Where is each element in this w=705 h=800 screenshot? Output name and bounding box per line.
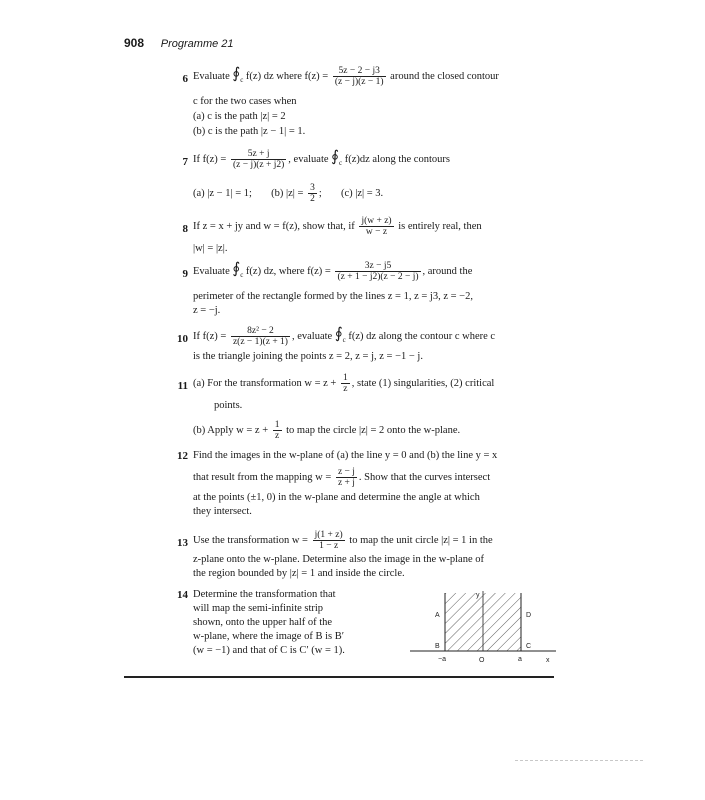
denominator: z	[343, 384, 348, 394]
label-y: y	[476, 592, 480, 599]
tick-origin: O	[479, 657, 485, 664]
numerator: 3z − j5	[335, 261, 420, 272]
problem-12-line1: Find the images in the w-plane of (a) the line y = 0 and (b) the line y = x	[193, 450, 498, 461]
numerator: 5z + j	[231, 149, 286, 160]
problem-11-number: 11	[177, 380, 188, 392]
text: , around the	[422, 265, 473, 277]
problem-9-line2: perimeter of the rectangle formed by the lines z = 1, z = j3, z = −2,	[193, 291, 473, 302]
problem-8-number: 8	[182, 223, 188, 235]
option-c: (c) |z| = 3.	[340, 187, 384, 199]
contour-integral-icon: $∮_c$	[232, 260, 244, 279]
numerator: 8z² − 2	[231, 326, 290, 337]
option-b: (b) |z| =	[271, 187, 304, 199]
text: to map the circle |z| = 2 onto the w-plane.	[286, 424, 461, 436]
problem-8-line2: |w| = |z|.	[193, 243, 228, 254]
problem-14-line4: w-plane, where the image of B is B′	[193, 631, 345, 642]
fraction	[335, 261, 420, 282]
text: If z = x + jy and w = f(z), show that, if	[193, 220, 355, 232]
label-x: x	[546, 657, 550, 664]
problem-10-number: 10	[177, 333, 188, 345]
strip-figure	[410, 589, 558, 671]
text: . Show that the curves intersect	[358, 471, 491, 483]
label-b: B	[435, 643, 440, 650]
label-c: C	[526, 643, 532, 650]
text: Evaluate	[193, 265, 230, 277]
tick-a: a	[518, 656, 522, 663]
problem-10-line2: is the triangle joining the points z = 2, z = j, z = −1 − j.	[193, 351, 423, 362]
problem-11-line1	[193, 373, 494, 394]
denominator: (z − j)(z + j2)	[232, 160, 285, 170]
problem-9-number: 9	[182, 268, 188, 280]
contour-integral-icon: $∮_c$	[334, 325, 346, 344]
text: f(z) dz, where f(z) =	[245, 265, 331, 277]
denominator: (z − j)(z − 1)	[334, 77, 384, 87]
tick-neg-a: −a	[438, 656, 446, 663]
text: is entirely real, then	[398, 220, 482, 232]
page-header	[124, 36, 234, 50]
denominator: w − z	[365, 227, 388, 237]
page-number: 908	[124, 36, 145, 50]
text: , state (1) singularities, (2) critical	[351, 377, 495, 389]
fraction	[341, 373, 350, 394]
text: Evaluate	[193, 70, 230, 82]
text: to map the unit circle |z| = 1 in the	[349, 534, 493, 546]
problem-13-line1	[193, 530, 493, 551]
problem-7-number: 7	[182, 156, 188, 168]
problem-14-line1: Determine the transformation that	[193, 589, 336, 600]
problem-13-number: 13	[177, 537, 188, 549]
contour-integral-icon: $∮_c$	[331, 148, 343, 167]
text: , evaluate	[288, 153, 329, 165]
fraction	[336, 467, 357, 488]
numerator: 1	[274, 420, 280, 430]
problem-13-line2: z-plane onto the w-plane. Determine also the image in the w-plane of	[193, 554, 484, 565]
denominator: 2	[310, 194, 315, 204]
numerator: 1	[342, 373, 348, 383]
fraction	[273, 420, 282, 441]
problem-6-number: 6	[182, 73, 188, 85]
text: If f(z) =	[193, 330, 227, 342]
text: f(z) dz where f(z) =	[245, 70, 329, 82]
numerator: z − j	[337, 467, 355, 477]
fraction	[333, 66, 386, 87]
text: f(z)dz along the contours	[344, 153, 450, 165]
numerator: j(1 + z)	[314, 530, 343, 540]
problem-9-line3: z = −j.	[193, 305, 221, 316]
text: (a) For the transformation w = z +	[193, 377, 337, 389]
denominator: z(z − 1)(z + 1)	[232, 337, 288, 347]
problem-11-line2: points.	[214, 400, 243, 411]
problem-6-line3: (a) c is the path |z| = 2	[193, 111, 286, 122]
bottom-rule	[124, 676, 554, 678]
label-d: D	[526, 612, 532, 619]
label-a: A	[435, 612, 440, 619]
problem-10-line1	[193, 326, 495, 347]
problem-8-line1	[193, 216, 482, 237]
problem-13-line3: the region bounded by |z| = 1 and inside the circle.	[193, 568, 405, 579]
fraction	[231, 326, 290, 347]
problem-11-part-b	[193, 420, 460, 441]
problem-6-line4: (b) c is the path |z − 1| = 1.	[193, 126, 306, 137]
problem-14-line2: will map the semi-infinite strip	[193, 603, 324, 614]
numerator: j(w + z)	[361, 216, 392, 226]
denominator: z + j	[337, 478, 355, 488]
text: (b) Apply w = z +	[193, 424, 269, 436]
denominator: 1 − z	[319, 541, 339, 551]
fraction	[313, 530, 345, 551]
faint-dashes	[515, 760, 643, 761]
text: around the closed contour	[390, 70, 499, 82]
problem-6-line1	[193, 66, 499, 87]
problem-9-line1	[193, 261, 472, 282]
problem-14-number: 14	[177, 589, 188, 601]
text: If f(z) =	[193, 153, 227, 165]
problem-7-line1	[193, 149, 450, 170]
contour-integral-icon: $∮_c$	[232, 65, 244, 84]
problem-12-line3: at the points (±1, 0) in the w-plane and determine the angle at which	[193, 492, 480, 503]
text: Use the transformation w =	[193, 534, 308, 546]
text: ;	[318, 187, 322, 199]
text: , evaluate	[291, 330, 333, 342]
fraction	[308, 183, 317, 204]
fraction	[359, 216, 393, 237]
numerator: 3	[310, 183, 315, 193]
problem-6-line2: c for the two cases when	[193, 96, 297, 107]
denominator: (z + 1 − j2)(z − 2 − j)	[337, 272, 419, 282]
problem-14-line5: (w = −1) and that of C is C′ (w = 1).	[193, 645, 345, 656]
numerator: 5z − 2 − j3	[333, 66, 386, 77]
problem-7-options	[193, 183, 383, 204]
problem-12-line2	[193, 467, 490, 488]
denominator: z	[275, 431, 280, 441]
fraction	[231, 149, 286, 170]
option-a: (a) |z − 1| = 1;	[193, 187, 252, 199]
problem-12-number: 12	[177, 450, 188, 462]
text: f(z) dz along the contour c where c	[348, 330, 496, 342]
problem-14-line3: shown, onto the upper half of the	[193, 617, 333, 628]
programme-title: Programme 21	[160, 38, 234, 50]
text: that result from the mapping w =	[193, 471, 332, 483]
problem-12-line4: they intersect.	[193, 506, 252, 517]
